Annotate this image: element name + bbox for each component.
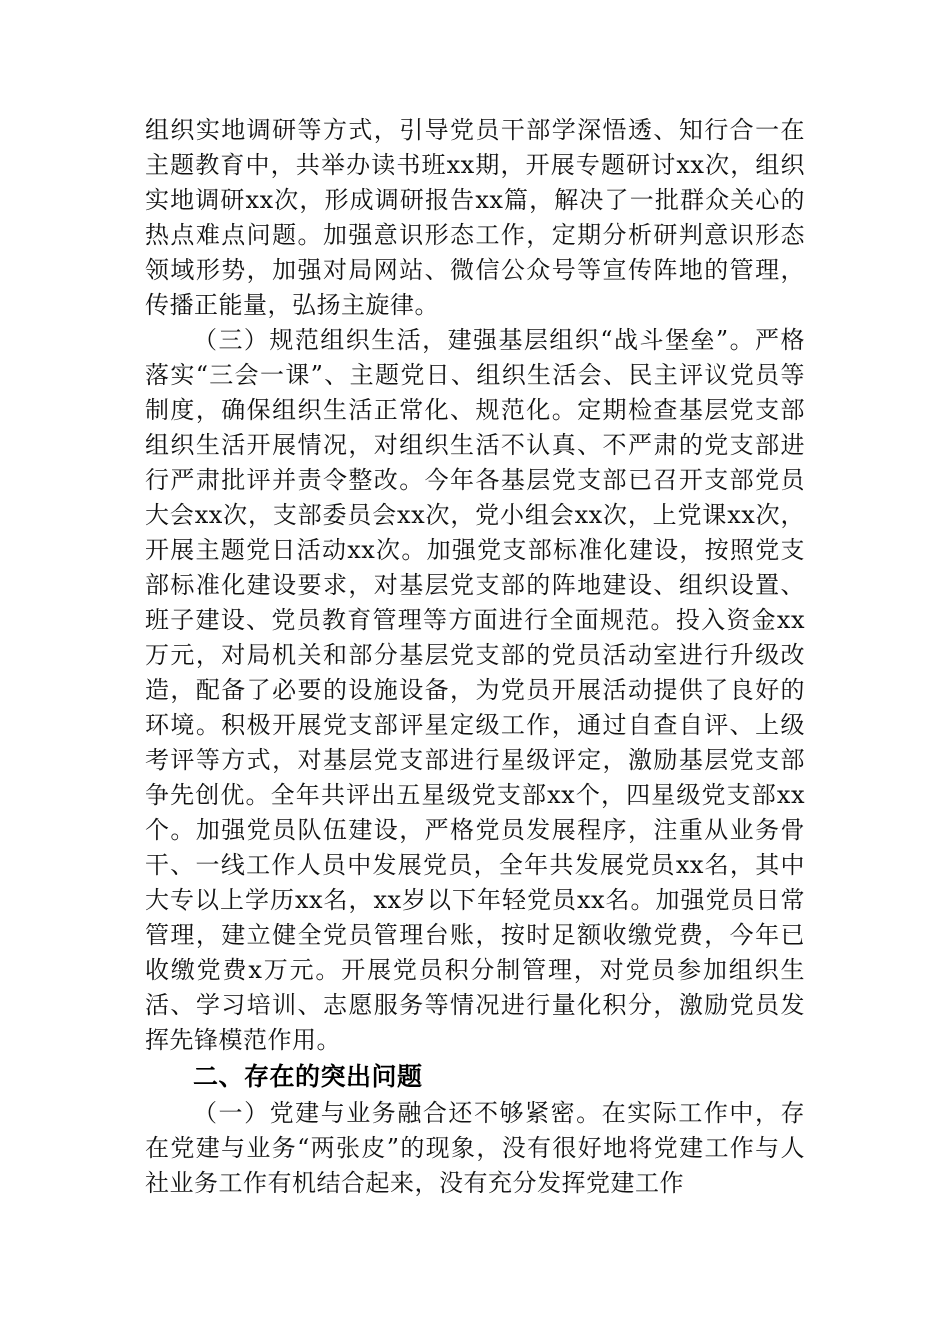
paragraph-study-activities: 组织实地调研等方式，引导党员干部学深悟透、知行合一在主题教育中，共举办读书班xx期，开展专题研讨xx次，组织实地调研xx次，形成调研报告xx篇，解决了一批群众关心的热点难点问题。加强意识形态工作，定期分析研判意识形态领域形势，加强对局网站、微信公众号等宣传阵地的管理，传播正能量，弘扬主旋律。	[145, 116, 805, 319]
section-heading-problems: 二、存在的突出问题	[193, 1062, 423, 1091]
paragraph-party-business-integration: （一）党建与业务融合还不够紧密。在实际工作中，存在党建与业务“两张皮”的现象，没有很好地将党建工作与人社业务工作有机结合起来，没有充分发挥党建工作	[145, 1099, 805, 1197]
document-page	[145, 113, 805, 1201]
paragraph-organization-life: （三）规范组织生活，建强基层组织“战斗堡垒”。严格落实“三会一课”、主题党日、组织生活会、民主评议党员等制度，确保组织生活正常化、规范化。定期检查基层党支部组织生活开展情况，对组织生活不认真、不严肃的党支部进行严肃批评并责令整改。今年各基层党支部已召开支部党员大会xx次，支部委员会xx次，党小组会xx次，上党课xx次，开展主题党日活动xx次。加强党支部标准化建设，按照党支部标准化建设要求，对基层党支部的阵地建设、组织设置、班子建设、党员教育管理等方面进行全面规范。投入资金xx万元，对局机关和部分基层党支部的党员活动室进行升级改造，配备了必要的设施设备，为党员开展活动提供了良好的环境。积极开展党支部评星定级工作，通过自查自评、上级考评等方式，对基层党支部进行星级评定，激励基层党支部争先创优。全年共评出五星级党支部xx个，四星级党支部xx个。加强党员队伍建设，严格党员发展程序，注重从业务骨干、一线工作人员中发展党员，全年共发展党员xx名，其中大专以上学历xx名，xx岁以下年轻党员xx名。加强党员日常管理，建立健全党员管理台账，按时足额收缴党费，今年已收缴党费x万元。开展党员积分制管理，对党员参加组织生活、学习培训、志愿服务等情况进行量化积分，激励党员发挥先锋模范作用。	[145, 326, 805, 1054]
